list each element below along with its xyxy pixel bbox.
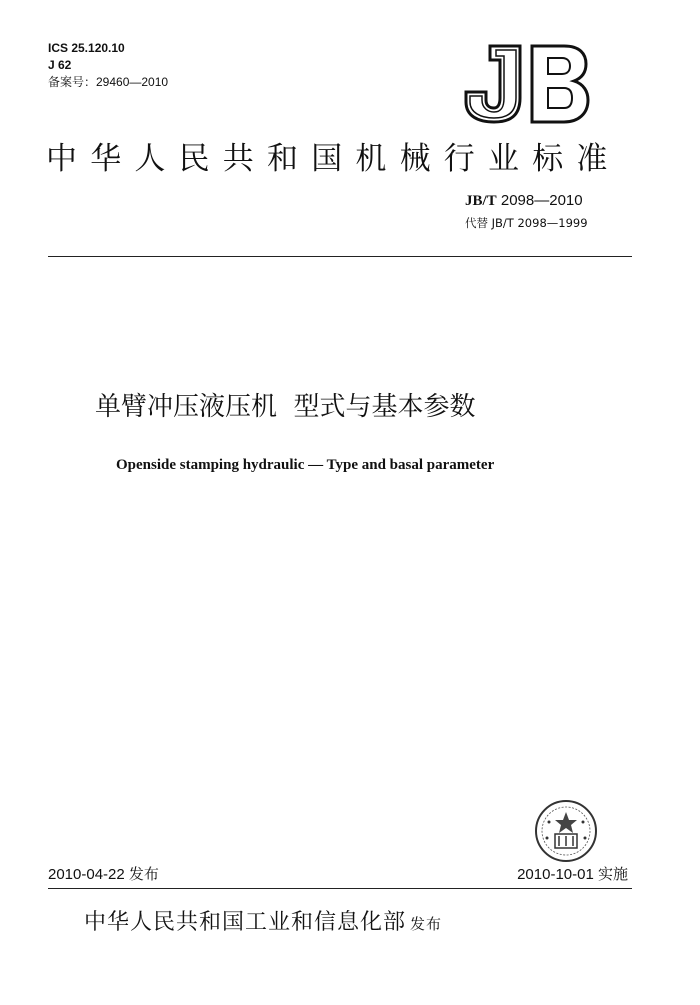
standard-number-rest: 2098—2010 xyxy=(496,192,583,209)
jb-logo-icon xyxy=(460,40,592,126)
title-english: Openside stamping hydraulic — Type and basal parameter xyxy=(116,457,495,473)
j-code: J 62 xyxy=(48,58,72,72)
title-chinese: 单臂冲压液压机 型式与基本参数 xyxy=(95,392,476,422)
publisher xyxy=(84,908,442,939)
ics-code: ICS 25.120.10 xyxy=(48,41,125,55)
standard-number xyxy=(465,192,583,210)
replaces-standard: 代替 JB/T 2098—1999 xyxy=(465,216,588,230)
bottom-divider xyxy=(48,888,632,889)
org-title: 中华人民共和国机械行业标准 xyxy=(46,141,621,177)
publisher-name: 中华人民共和国工业和信息化部 xyxy=(84,910,407,935)
publisher-action: 发布 xyxy=(410,915,443,933)
top-divider xyxy=(48,256,632,257)
official-seal-icon xyxy=(533,798,599,864)
implementation-date: 2010-10-01 实施 xyxy=(517,866,628,883)
standard-prefix: JB/T xyxy=(465,193,497,209)
issue-date: 2010-04-22 发布 xyxy=(48,866,159,883)
record-number: 备案号：29460—2010 xyxy=(48,75,169,89)
